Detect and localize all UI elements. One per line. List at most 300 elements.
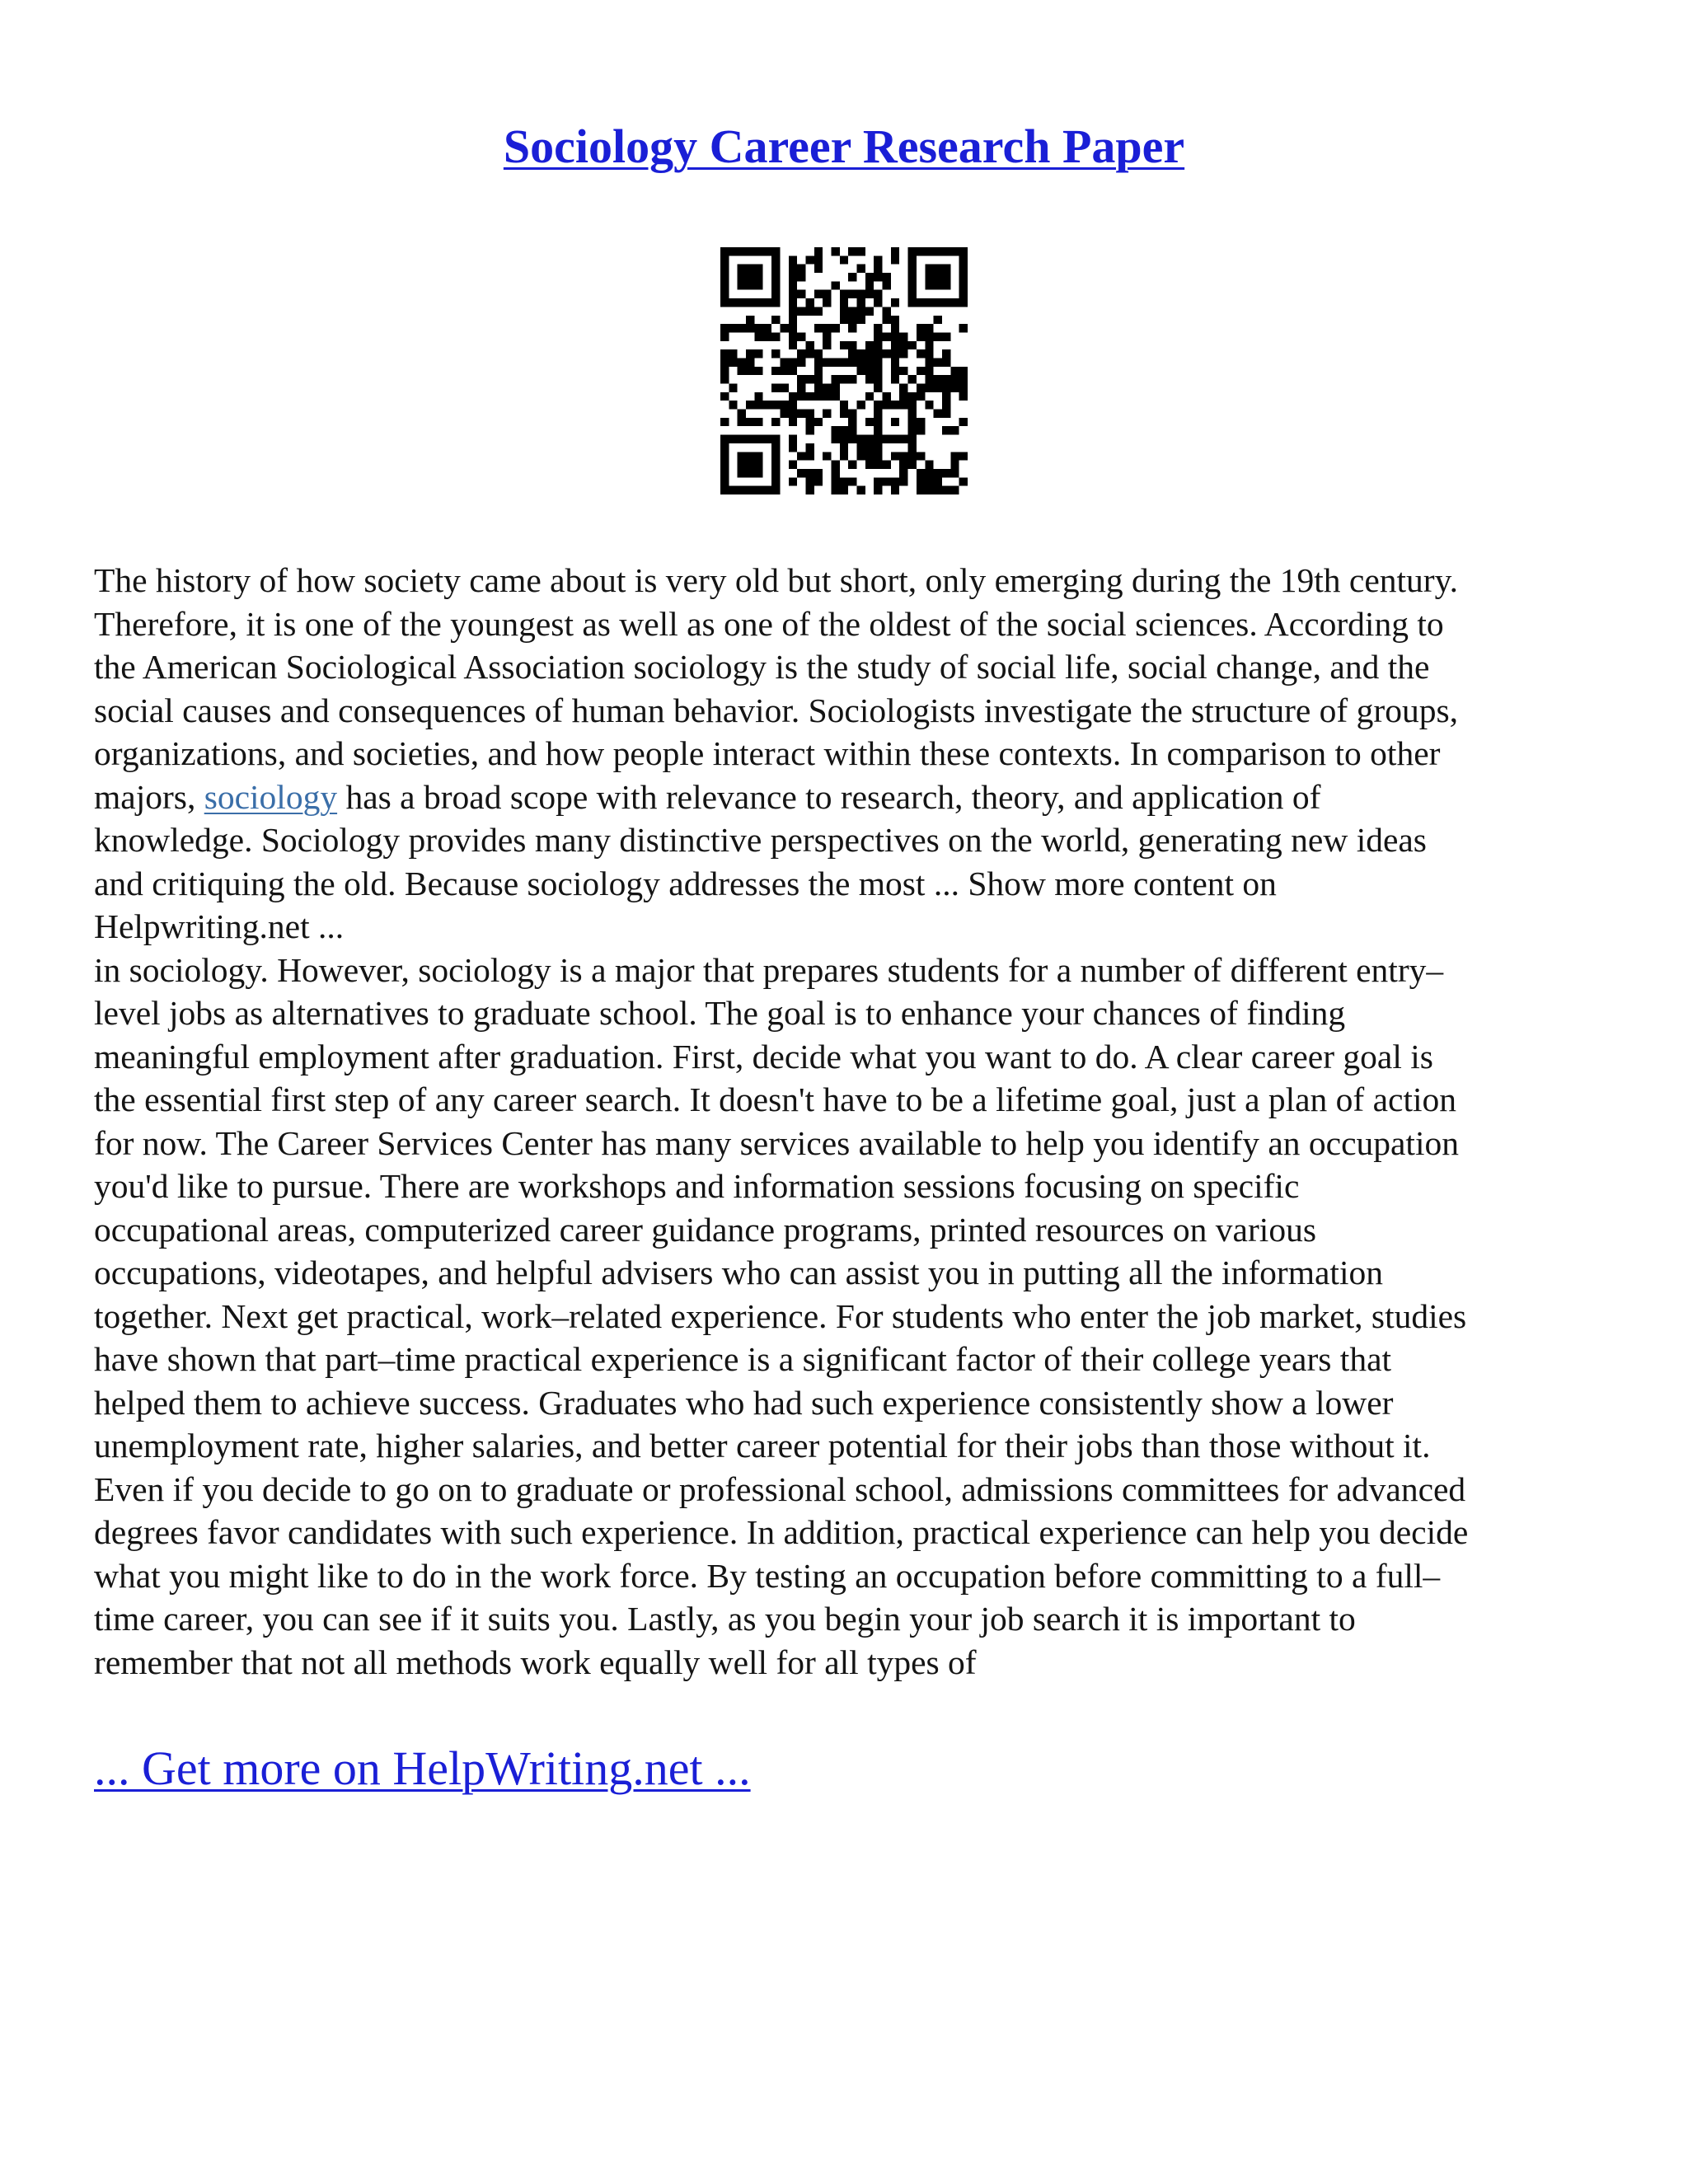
qr-module (738, 435, 746, 443)
qr-module (746, 273, 754, 281)
qr-module (805, 452, 814, 460)
qr-module (789, 265, 797, 273)
qr-module (754, 461, 762, 469)
qr-module (942, 247, 950, 255)
text-line: you'd like to pursue. There are workshops and information sessions focusing on specific (94, 1167, 1300, 1205)
qr-module (883, 316, 891, 324)
text-line: unemployment rate, higher salaries, and better career potential for their jobs than those without it. (94, 1427, 1431, 1465)
get-more-link[interactable]: ... Get more on HelpWriting.net ... (94, 1741, 751, 1795)
qr-module (857, 290, 865, 298)
qr-module (874, 375, 882, 383)
qr-module (771, 435, 780, 443)
qr-module (814, 367, 823, 375)
qr-module (797, 307, 805, 315)
qr-module (771, 290, 780, 298)
qr-module (891, 341, 899, 349)
qr-module (738, 452, 746, 460)
qr-module (754, 349, 762, 358)
qr-module (797, 273, 805, 281)
qr-module (891, 367, 899, 375)
qr-module (959, 273, 968, 281)
qr-module (917, 469, 925, 477)
qr-module (865, 290, 874, 298)
qr-module (908, 298, 917, 307)
qr-module (771, 332, 780, 340)
text-line: knowledge. Sociology provides many distinctive perspectives on the world, generating new ideas (94, 821, 1427, 859)
qr-module (848, 307, 856, 315)
qr-module (899, 384, 907, 392)
qr-module (934, 384, 942, 392)
qr-module (729, 486, 737, 494)
qr-module (814, 324, 823, 332)
qr-module (942, 273, 950, 281)
qr-module (738, 486, 746, 494)
article-body (94, 559, 1602, 1684)
qr-module (789, 341, 797, 349)
qr-module (899, 469, 907, 477)
qr-module (908, 255, 917, 264)
qr-module (720, 324, 729, 332)
qr-module (754, 367, 762, 375)
qr-module (720, 469, 729, 477)
qr-module (797, 349, 805, 358)
qr-module (771, 281, 780, 289)
qr-module (874, 410, 882, 418)
qr-module (865, 358, 874, 366)
qr-module (797, 392, 805, 401)
qr-module (789, 435, 797, 443)
qr-module (814, 392, 823, 401)
qr-module (831, 477, 839, 485)
text-line: organizations, and societies, and how people interact within these contexts. In comparison to other (94, 734, 1441, 772)
page-title-link[interactable]: Sociology Career Research Paper (503, 120, 1185, 173)
qr-module (823, 341, 831, 349)
qr-module (789, 273, 797, 281)
qr-module (917, 349, 925, 358)
qr-module (805, 298, 814, 307)
qr-module (925, 358, 933, 366)
qr-module (746, 367, 754, 375)
qr-module (840, 255, 848, 264)
text-line: the essential first step of any career search. It doesn't have to be a lifetime goal, just a plan of action (94, 1080, 1457, 1118)
qr-module (942, 358, 950, 366)
qr-module (823, 392, 831, 401)
qr-module (934, 298, 942, 307)
qr-module (746, 418, 754, 426)
qr-module (950, 298, 959, 307)
qr-module (865, 273, 874, 281)
qr-module (831, 469, 839, 477)
text-line: together. Next get practical, work–related experience. For students who enter the job market, studies (94, 1296, 1467, 1335)
qr-module (797, 332, 805, 340)
qr-module (959, 255, 968, 264)
qr-module (754, 324, 762, 332)
qr-module (891, 349, 899, 358)
text-line: for now. The Career Services Center has many services available to help you identify an occupation (94, 1123, 1459, 1162)
qr-module (848, 461, 856, 469)
qr-module (789, 410, 797, 418)
qr-module (840, 410, 848, 418)
qr-module (925, 461, 933, 469)
qr-module (883, 307, 891, 315)
text-line: what you might like to do in the work force. By testing an occupation before committing to a full– (94, 1556, 1441, 1595)
qr-module (883, 435, 891, 443)
qr-module (831, 247, 839, 255)
qr-module (934, 281, 942, 289)
qr-module (857, 349, 865, 358)
qr-module (814, 265, 823, 273)
qr-module (831, 281, 839, 289)
qr-module (942, 401, 950, 409)
qr-module (789, 358, 797, 366)
qr-module (823, 332, 831, 340)
qr-module (857, 401, 865, 409)
qr-module (805, 477, 814, 485)
text-line: Helpwriting.net ... (94, 907, 345, 945)
qr-module (899, 401, 907, 409)
qr-module (908, 426, 917, 434)
qr-module (865, 443, 874, 452)
qr-module (874, 265, 882, 273)
text-line: remember that not all methods work equally well for all types of (94, 1643, 977, 1681)
qr-module (831, 435, 839, 443)
qr-module (942, 332, 950, 340)
qr-module (917, 384, 925, 392)
text-line: time career, you can see if it suits you. Lastly, as you begin your job search it is important to (94, 1600, 1356, 1638)
qr-module (917, 298, 925, 307)
qr-module (908, 443, 917, 452)
qr-module (754, 418, 762, 426)
qr-module (848, 477, 856, 485)
qr-module (950, 426, 959, 434)
qr-module (899, 461, 907, 469)
qr-module (805, 410, 814, 418)
qr-module (883, 281, 891, 289)
qr-module (814, 384, 823, 392)
qr-module (874, 290, 882, 298)
qr-module (950, 469, 959, 477)
qr-module (840, 426, 848, 434)
qr-module (763, 298, 771, 307)
qr-module (805, 341, 814, 349)
qr-module (771, 443, 780, 452)
qr-module (720, 298, 729, 307)
qr-module (797, 290, 805, 298)
qr-module (891, 418, 899, 426)
qr-module (805, 443, 814, 452)
qr-module (857, 435, 865, 443)
qr-module (805, 375, 814, 383)
qr-module (925, 273, 933, 281)
qr-module (771, 316, 780, 324)
qr-module (738, 265, 746, 273)
qr-module (917, 392, 925, 401)
qr-module (874, 418, 882, 426)
qr-module (780, 358, 788, 366)
qr-module (771, 265, 780, 273)
qr-module (754, 392, 762, 401)
qr-module (763, 324, 771, 332)
qr-module (754, 265, 762, 273)
qr-module (848, 435, 856, 443)
qr-module (831, 324, 839, 332)
qr-module (865, 461, 874, 469)
qr-module (738, 324, 746, 332)
qr-module (823, 452, 831, 460)
qr-module (746, 324, 754, 332)
qr-module (925, 349, 933, 358)
qr-module (934, 273, 942, 281)
qr-module (789, 324, 797, 332)
qr-module (959, 265, 968, 273)
qr-module (840, 298, 848, 307)
qr-module (789, 392, 797, 401)
qr-module (738, 410, 746, 418)
qr-module (848, 316, 856, 324)
qr-module (746, 298, 754, 307)
qr-module (883, 461, 891, 469)
qr-module (959, 375, 968, 383)
qr-module (925, 332, 933, 340)
qr-module (959, 452, 968, 460)
qr-module (797, 265, 805, 273)
qr-module (925, 281, 933, 289)
qr-module (908, 410, 917, 418)
qr-module (874, 426, 882, 434)
qr-module (814, 477, 823, 485)
qr-module (738, 298, 746, 307)
qr-module (720, 332, 729, 340)
qr-module (959, 324, 968, 332)
qr-module (917, 332, 925, 340)
text-line: Even if you decide to go on to graduate or professional school, admissions committees for advanced (94, 1469, 1466, 1508)
qr-module (831, 375, 839, 383)
qr-module (771, 401, 780, 409)
qr-module (746, 469, 754, 477)
qr-module (848, 290, 856, 298)
qr-module (720, 349, 729, 358)
qr-module (840, 401, 848, 409)
qr-module (899, 332, 907, 340)
qr-module (883, 349, 891, 358)
qr-module (720, 290, 729, 298)
qr-module (763, 332, 771, 340)
qr-module (891, 358, 899, 366)
qr-module (848, 426, 856, 434)
qr-module (823, 298, 831, 307)
paragraph-2 (94, 949, 1602, 1685)
qr-module (720, 418, 729, 426)
qr-module (754, 273, 762, 281)
qr-module (899, 367, 907, 375)
qr-module (934, 375, 942, 383)
qr-module (865, 452, 874, 460)
qr-module (865, 281, 874, 289)
qr-module (857, 265, 865, 273)
qr-module (950, 375, 959, 383)
qr-module (891, 401, 899, 409)
qr-code-icon (720, 247, 968, 494)
qr-module (720, 265, 729, 273)
qr-module (874, 435, 882, 443)
qr-module (720, 443, 729, 452)
qr-module (720, 358, 729, 366)
text-line: social causes and consequences of human behavior. Sociologists investigate the structure of groups, (94, 691, 1458, 729)
qr-module (942, 426, 950, 434)
qr-module (891, 298, 899, 307)
qr-module (917, 418, 925, 426)
qr-module (934, 247, 942, 255)
qr-module (823, 358, 831, 366)
qr-module (814, 358, 823, 366)
qr-module (917, 324, 925, 332)
qr-module (891, 332, 899, 340)
qr-module (789, 332, 797, 340)
qr-module (780, 384, 788, 392)
text-line: occupational areas, computerized career guidance programs, printed resources on various (94, 1210, 1316, 1249)
qr-module (874, 341, 882, 349)
text-line: helped them to achieve success. Graduates who had such experience consistently show a lower (94, 1383, 1394, 1422)
qr-module (848, 341, 856, 349)
qr-module (908, 281, 917, 289)
qr-module (925, 298, 933, 307)
qr-module (805, 469, 814, 477)
qr-module (959, 298, 968, 307)
text-line: degrees favor candidates with such experience. In addition, practical experience can help you decide (94, 1513, 1469, 1551)
qr-module (925, 247, 933, 255)
qr-module (746, 247, 754, 255)
qr-module (908, 273, 917, 281)
qr-module (848, 418, 856, 426)
qr-module (754, 298, 762, 307)
qr-module (848, 349, 856, 358)
qr-module (814, 375, 823, 383)
qr-module (729, 298, 737, 307)
qr-module (780, 410, 788, 418)
qr-module (789, 401, 797, 409)
qr-module (771, 486, 780, 494)
qr-module (917, 247, 925, 255)
qr-module (925, 384, 933, 392)
qr-module (789, 316, 797, 324)
qr-module (899, 349, 907, 358)
qr-module (720, 452, 729, 460)
qr-module (874, 358, 882, 366)
qr-module (891, 247, 899, 255)
text-line: the American Sociological Association sociology is the study of social life, social change, and the (94, 648, 1430, 686)
qr-module (746, 358, 754, 366)
qr-module (865, 341, 874, 349)
qr-module (925, 341, 933, 349)
qr-module (720, 435, 729, 443)
qr-module (746, 452, 754, 460)
qr-module (934, 477, 942, 485)
qr-module (865, 307, 874, 315)
qr-module (746, 461, 754, 469)
qr-module (738, 469, 746, 477)
qr-module (840, 290, 848, 298)
qr-module (789, 255, 797, 264)
qr-module (917, 452, 925, 460)
qr-module (763, 486, 771, 494)
qr-module (959, 384, 968, 392)
qr-module (908, 265, 917, 273)
sociology-link[interactable]: sociology (204, 777, 338, 816)
qr-module (746, 435, 754, 443)
qr-module (925, 477, 933, 485)
qr-module (840, 452, 848, 460)
qr-module (738, 358, 746, 366)
qr-module (814, 349, 823, 358)
qr-module (763, 247, 771, 255)
qr-module (823, 384, 831, 392)
qr-module (857, 316, 865, 324)
qr-module (754, 401, 762, 409)
qr-module (848, 247, 856, 255)
qr-module (797, 410, 805, 418)
qr-module (908, 452, 917, 460)
qr-module (840, 486, 848, 494)
qr-module (925, 469, 933, 477)
qr-module (942, 375, 950, 383)
qr-module (934, 469, 942, 477)
text-fragment: majors, (94, 777, 204, 816)
qr-module (780, 401, 788, 409)
qr-module (908, 290, 917, 298)
qr-module (729, 435, 737, 443)
qr-module (959, 281, 968, 289)
qr-module (789, 281, 797, 289)
qr-module (805, 349, 814, 358)
qr-module (917, 477, 925, 485)
qr-module (805, 255, 814, 264)
qr-module (746, 401, 754, 409)
qr-module (805, 486, 814, 494)
qr-module (720, 273, 729, 281)
qr-module (831, 426, 839, 434)
qr-module (874, 273, 882, 281)
qr-module (771, 477, 780, 485)
qr-module (950, 367, 959, 375)
text-line: level jobs as alternatives to graduate school. The goal is to enhance your chances of finding (94, 994, 1346, 1032)
qr-module (874, 384, 882, 392)
qr-module (857, 247, 865, 255)
qr-module (857, 443, 865, 452)
qr-module (754, 469, 762, 477)
qr-module (865, 349, 874, 358)
qr-module (720, 461, 729, 469)
qr-module (891, 477, 899, 485)
qr-module (925, 265, 933, 273)
qr-module (789, 443, 797, 452)
qr-module (942, 392, 950, 401)
qr-module (805, 426, 814, 434)
qr-module (934, 358, 942, 366)
qr-module (789, 461, 797, 469)
qr-module (720, 255, 729, 264)
qr-module (840, 435, 848, 443)
qr-module (814, 290, 823, 298)
qr-module (797, 452, 805, 460)
qr-module (899, 341, 907, 349)
qr-module (891, 255, 899, 264)
qr-module (848, 324, 856, 332)
qr-module (780, 367, 788, 375)
qr-module (908, 392, 917, 401)
text-line: have shown that part–time practical experience is a significant factor of their college years that (94, 1340, 1392, 1378)
qr-module (814, 247, 823, 255)
qr-module (874, 486, 882, 494)
